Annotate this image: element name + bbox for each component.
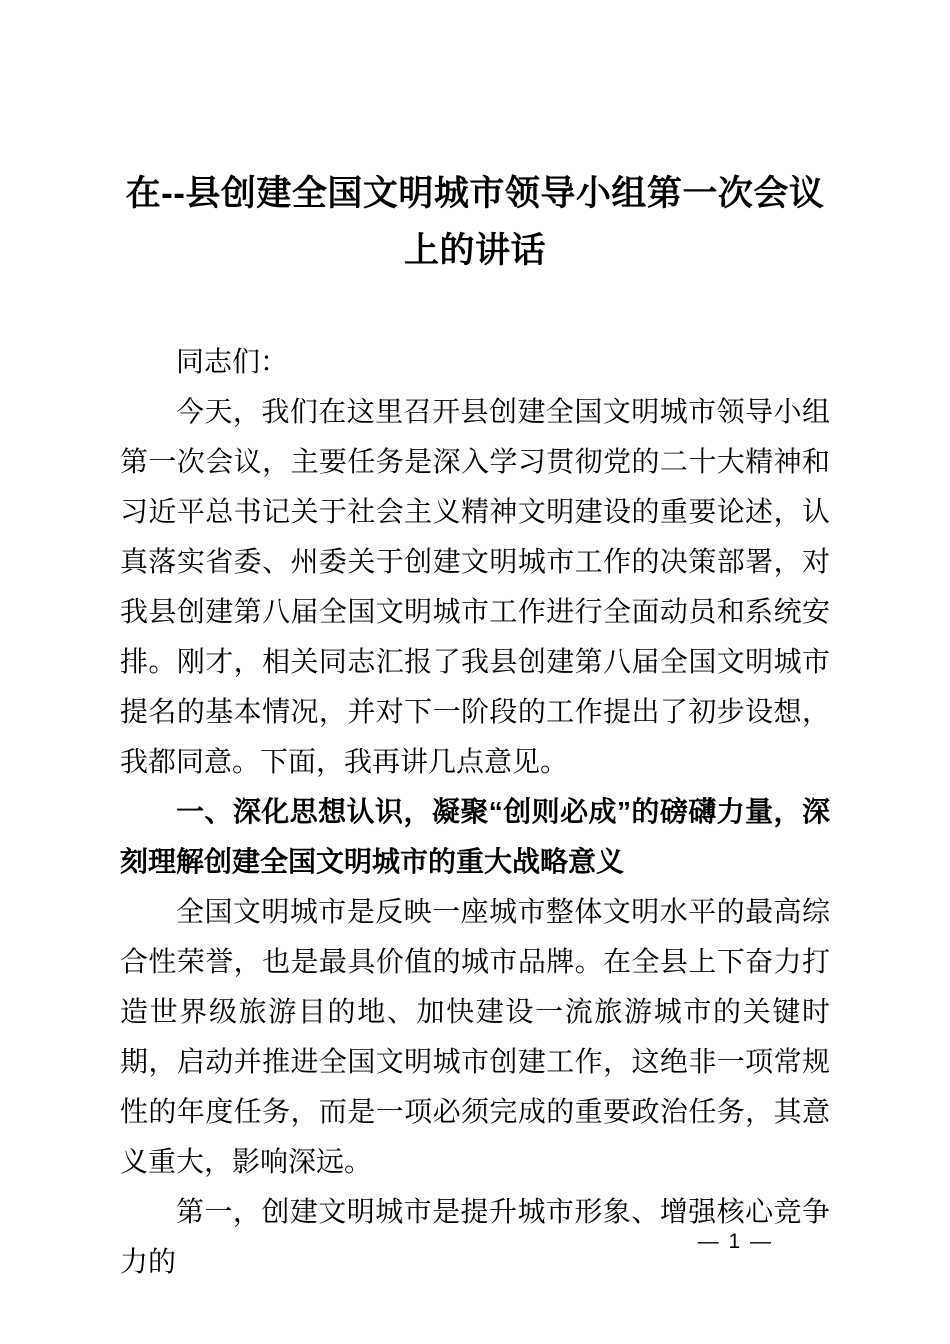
document-title: 在--县创建全国文明城市领导小组第一次会议上的讲话 [125, 174, 825, 270]
section-heading-1: 一、深化思想认识，凝聚“创则必成”的磅礴力量，深刻理解创建全国文明城市的重大战略意义 [120, 796, 830, 877]
paragraph-first-point: 第一，创建文明城市是提升城市形象、增强核心竞争力的 [120, 1196, 830, 1277]
paragraph-significance: 全国文明城市是反映一座城市整体文明水平的最高综合性荣誉，也是最具价值的城市品牌。在全县上下奋力打造世界级旅游目的地、加快建设一流旅游城市的关键时期，启动并推进全国文明城市创建工作，这绝非一项常规性的年度任务，而是一项必须完成的重要政治任务，其意义重大，影响深远。 [120, 896, 830, 1177]
paragraph-intro: 今天，我们在这里召开县创建全国文明城市领导小组第一次会议，主要任务是深入学习贯彻党的二十大精神和习近平总书记关于社会主义精神文明建设的重要论述，认真落实省委、州委关于创建文明城市工作的决策部署，对我县创建第八届全国文明城市工作进行全面动员和系统安排。刚才，相关同志汇报了我县创建第八届全国文明城市提名的基本情况，并对下一阶段的工作提出了初步设想，我都同意。下面，我再讲几点意见。 [120, 396, 830, 777]
salutation: 同志们： [176, 346, 289, 377]
page-number: — 1 — [697, 1230, 773, 1253]
document-content [120, 165, 830, 1287]
